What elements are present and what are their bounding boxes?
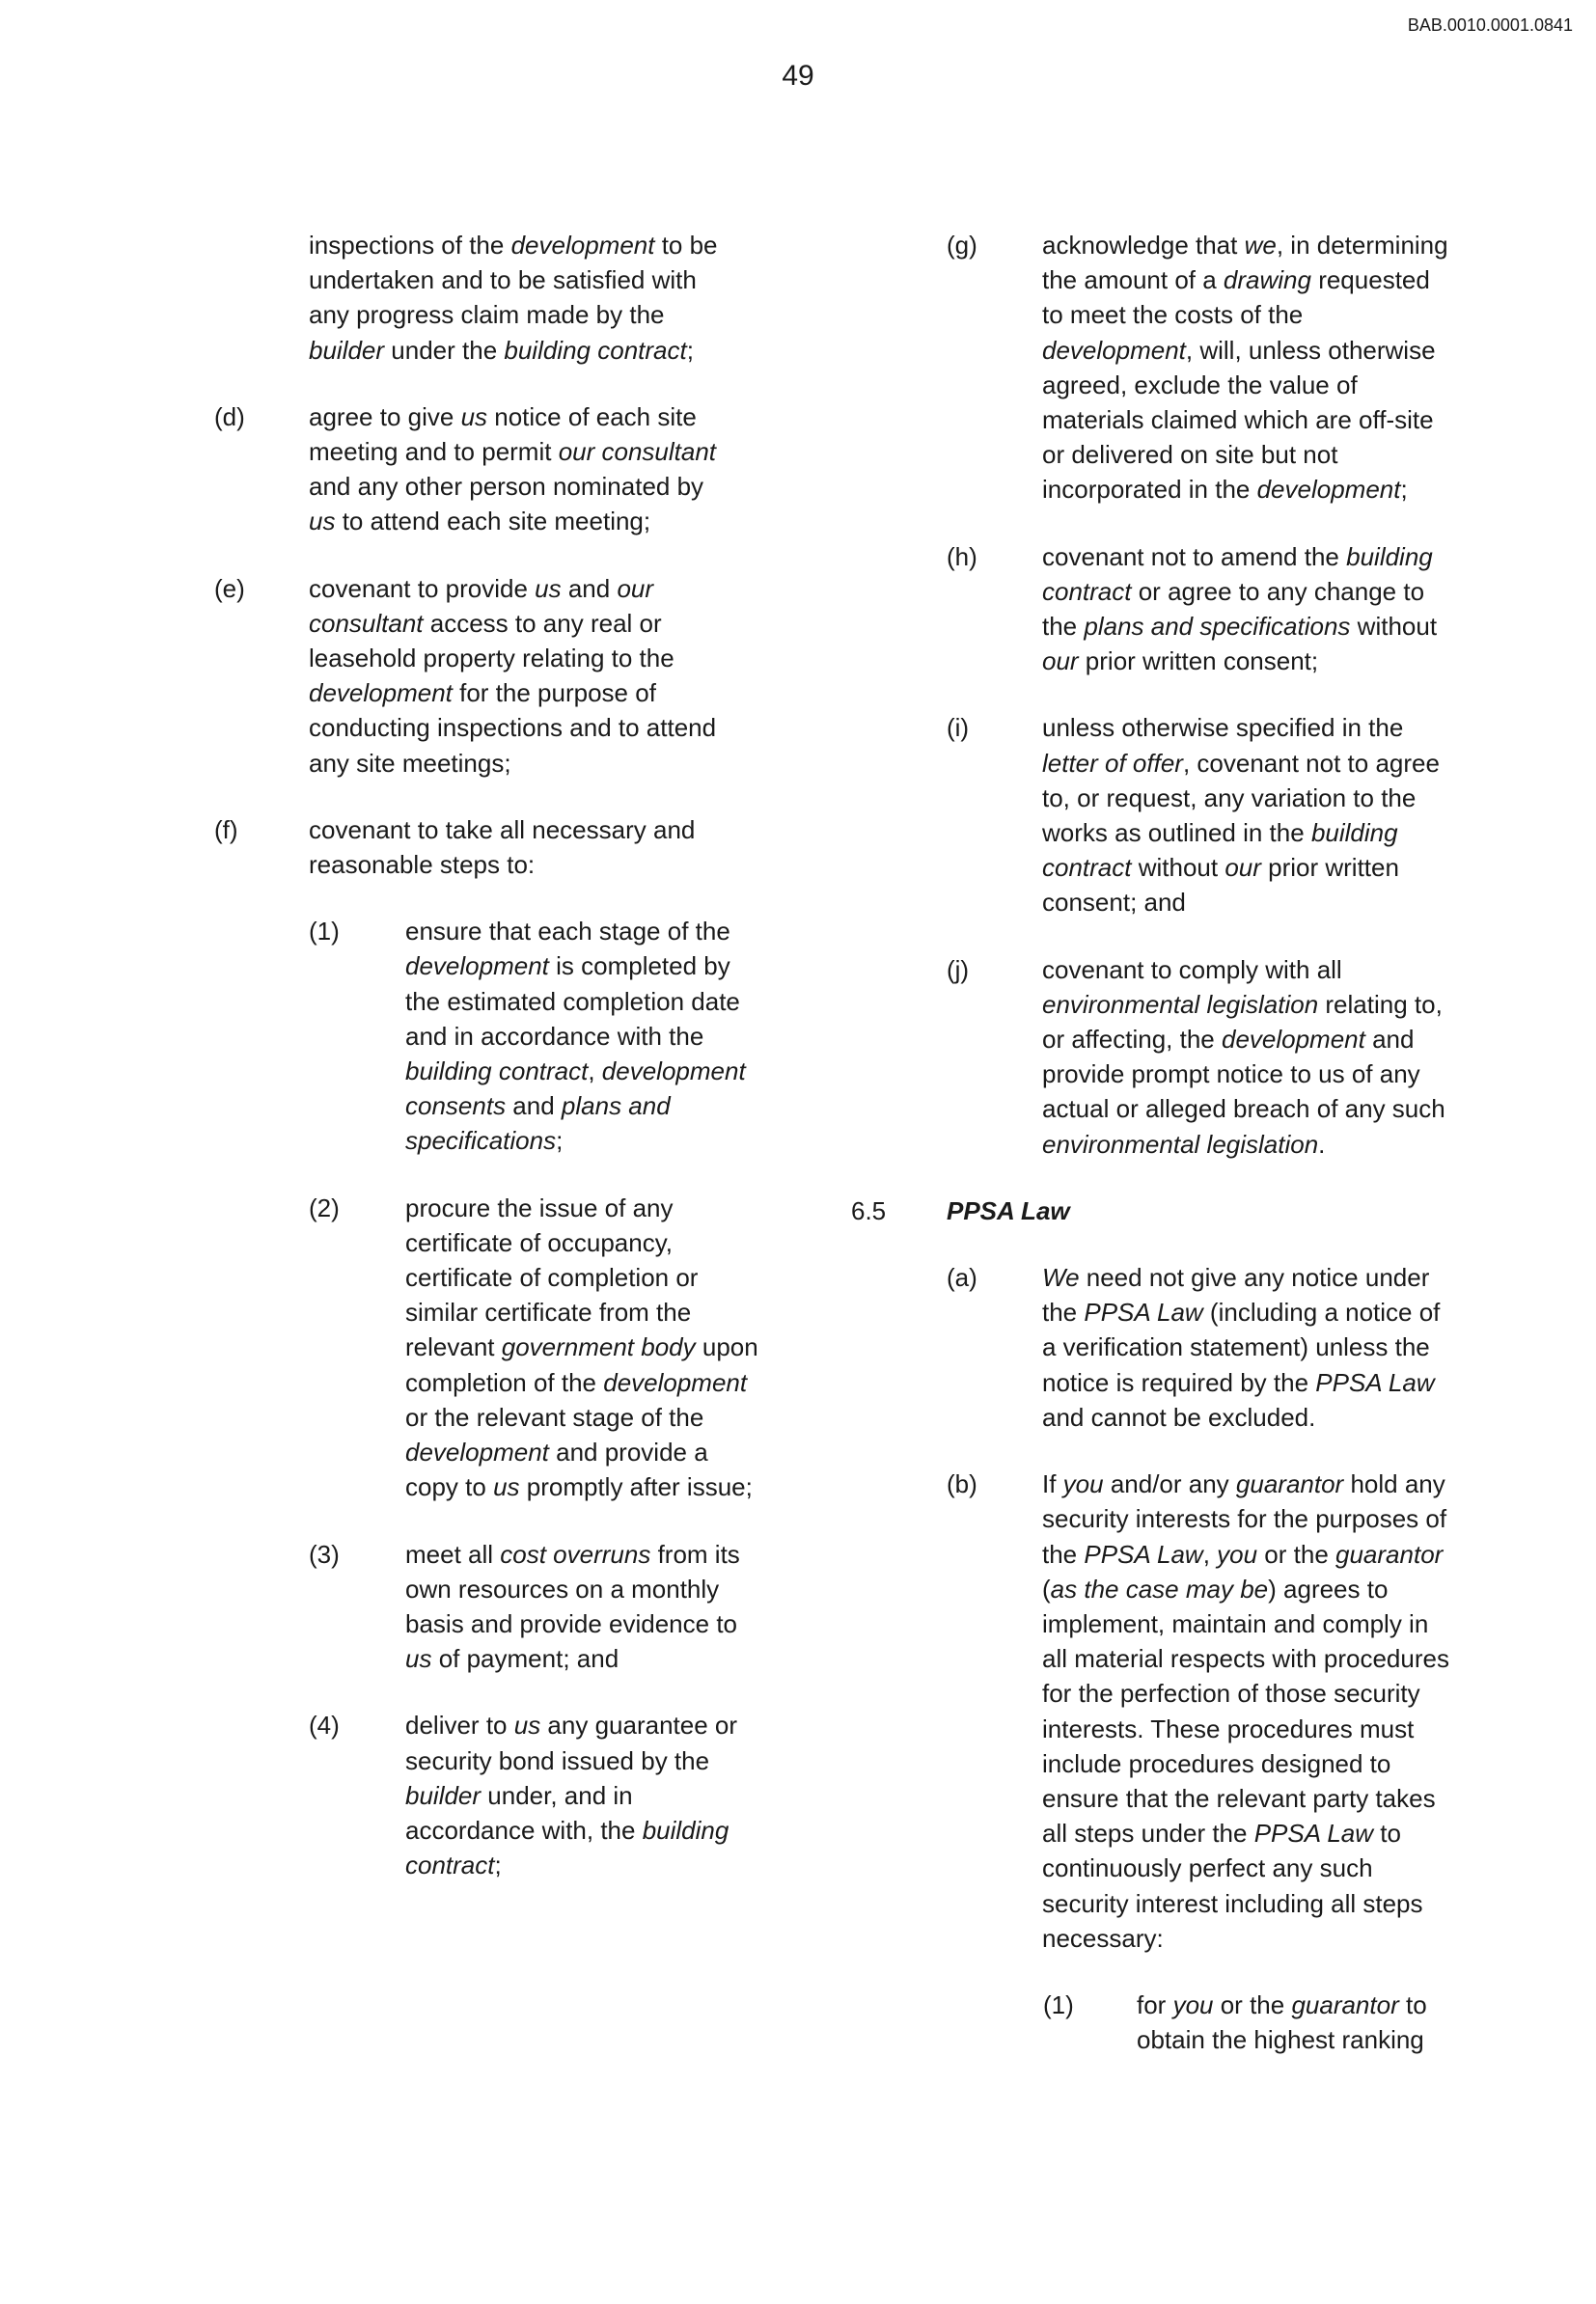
italic-term: environmental legislation — [1042, 989, 1319, 1019]
subclause-label: (3) — [309, 1539, 340, 1569]
text-run: for the purpose of conducting inspections and to attend any site meetings; — [309, 678, 717, 778]
text-run: ; — [1400, 475, 1408, 505]
italic-term: builder — [405, 1780, 482, 1810]
continuation-text — [309, 228, 733, 368]
text-run: any guarantee or security bond issued by the — [405, 1711, 738, 1775]
italic-term: us — [309, 507, 336, 536]
clause-b — [830, 1467, 1596, 1956]
text-run: , covenant not to agree to, or request, any variation to the works as outlined in the — [1042, 748, 1440, 848]
clause-j — [830, 952, 1596, 1162]
clause-d — [0, 399, 791, 539]
text-run: and — [561, 573, 618, 603]
text-run: and provide a copy to — [405, 1438, 708, 1502]
italic-term: We — [1042, 1263, 1080, 1293]
subclause-label: (4) — [309, 1711, 340, 1741]
subclause-text — [405, 1708, 762, 1882]
text-run: to attend each site meeting; — [335, 507, 651, 536]
text-run: ( — [1042, 1574, 1051, 1604]
left-column — [0, 228, 791, 1914]
clause-label: (b) — [947, 1469, 977, 1499]
subclause-text — [405, 914, 762, 1158]
italic-term: development — [405, 1438, 549, 1467]
clause-label: (e) — [214, 573, 245, 603]
clause-h — [830, 539, 1596, 679]
italic-term: building contract — [405, 1815, 729, 1880]
text-run: of payment; and — [431, 1644, 619, 1674]
italic-term: you — [1217, 1539, 1258, 1569]
text-run: or the relevant stage of the — [405, 1402, 704, 1432]
text-run: under the — [384, 335, 505, 365]
text-run: acknowledge that — [1042, 231, 1245, 260]
right-column — [830, 228, 1596, 2089]
italic-term: we — [1244, 231, 1277, 260]
text-run: or the — [1213, 1989, 1292, 2019]
text-run: ) agrees to implement, maintain and comply in all material respects with procedures for the perfection of those security interests. These procedures must include procedures designed to ensure that the relevant party takes all steps under the — [1042, 1574, 1449, 1849]
text-run: and/or any — [1103, 1469, 1236, 1499]
italic-term: development — [1256, 475, 1401, 505]
text-run: is completed by the estimated completion date and in accordance with the — [405, 951, 740, 1051]
italic-term: us — [405, 1644, 432, 1674]
text-run: unless otherwise specified in the — [1042, 713, 1404, 743]
clause-f — [0, 812, 791, 882]
italic-term: building contract — [1042, 541, 1433, 606]
subclause-4 — [0, 1708, 791, 1882]
continuation-paragraph — [0, 228, 791, 368]
text-run: from its own resources on a monthly basis and provide evidence to — [405, 1539, 740, 1638]
clause-text — [1042, 228, 1457, 507]
section-number: 6.5 — [851, 1195, 887, 1225]
clause-text — [1042, 1467, 1457, 1956]
subclause-label: (2) — [309, 1193, 340, 1222]
clause-text — [1042, 1260, 1457, 1435]
text-run: , — [588, 1056, 602, 1086]
italic-term: environmental legislation — [1042, 1129, 1319, 1159]
italic-term: letter of offer — [1042, 748, 1183, 778]
text-run: . — [1318, 1129, 1326, 1159]
italic-term: guarantor — [1335, 1539, 1444, 1569]
italic-term: guarantor — [1235, 1469, 1344, 1499]
italic-term: drawing — [1223, 265, 1311, 295]
italic-term: PPSA Law — [1084, 1298, 1203, 1328]
italic-term: us — [460, 401, 488, 431]
text-run: under, and in accordance with, the — [405, 1780, 643, 1845]
text-run: and any other person nominated by — [309, 472, 704, 502]
text-run: and — [506, 1091, 562, 1121]
italic-term: PPSA Law — [1315, 1367, 1435, 1397]
text-run: agree to give — [309, 401, 461, 431]
text-run: covenant to comply with all — [1042, 954, 1342, 984]
text-run: hold any security interests for the purposes of the — [1042, 1469, 1447, 1569]
italic-term: us — [535, 573, 562, 603]
subclause-2 — [0, 1191, 791, 1505]
text-run: inspections of the — [309, 231, 511, 260]
text-run: , will, unless otherwise agreed, exclude the value of materials claimed which are off-site or delivered on site but not incorporated in the — [1042, 335, 1436, 505]
document-id: BAB.0010.0001.0841 — [1407, 15, 1573, 35]
italic-term: development consents — [405, 1056, 746, 1121]
clause-label: (g) — [947, 231, 977, 260]
text-run: (including a notice of a verification statement) unless the notice is required by the — [1042, 1298, 1441, 1397]
subclause-label: (1) — [1043, 1989, 1074, 2019]
text-run: without — [1350, 612, 1438, 642]
text-run: or the — [1257, 1539, 1336, 1569]
subclause-1 — [0, 914, 791, 1158]
italic-term: our — [1225, 853, 1261, 883]
italic-term: development — [309, 678, 453, 708]
clause-label: (a) — [947, 1263, 977, 1293]
text-run: If — [1042, 1469, 1063, 1499]
clause-i — [830, 710, 1596, 919]
text-run: covenant to take all necessary and reasonable steps to: — [309, 814, 696, 880]
clause-label: (j) — [947, 954, 970, 984]
italic-term: guarantor — [1291, 1989, 1399, 2019]
subclause-3 — [0, 1537, 791, 1677]
text-run: need not give any notice under the — [1042, 1263, 1430, 1328]
text-run: meet all — [405, 1539, 501, 1569]
text-run: prior written consent; and — [1042, 853, 1399, 918]
text-run: relating to, or affecting, the — [1042, 989, 1443, 1055]
italic-term: cost overruns — [500, 1539, 651, 1569]
italic-term: development — [1042, 335, 1186, 365]
italic-term: building contract — [1042, 818, 1398, 883]
subclause-text — [1137, 1988, 1474, 2057]
clause-label: (h) — [947, 541, 977, 571]
italic-term: us — [493, 1472, 520, 1502]
italic-term: builder — [309, 335, 385, 365]
text-run: and provide prompt notice to us of any actual or alleged breach of any such — [1042, 1025, 1445, 1124]
text-run: ; — [556, 1126, 564, 1156]
text-run: upon completion of the — [405, 1332, 758, 1397]
italic-term: development — [1221, 1025, 1365, 1055]
text-run: or agree to any change to the — [1042, 576, 1425, 642]
text-run: , — [1202, 1539, 1218, 1569]
text-run: ; — [494, 1851, 502, 1880]
italic-term: plans and specifications — [405, 1091, 671, 1156]
text-run: ; — [686, 335, 694, 365]
italic-term: PPSA Law — [1084, 1539, 1203, 1569]
clause-e — [0, 571, 791, 781]
text-run: requested to meet the costs of the — [1042, 265, 1430, 330]
text-run: for — [1137, 1989, 1173, 2019]
italic-term: government body — [501, 1332, 696, 1362]
clause-text — [309, 571, 733, 781]
clause-text — [1042, 952, 1457, 1162]
text-run: ensure that each stage of the — [405, 917, 730, 946]
clause-text — [1042, 710, 1457, 919]
italic-term: development — [405, 951, 549, 981]
italic-term: development — [510, 231, 655, 260]
italic-term: our consultant — [558, 437, 717, 467]
text-run: without — [1131, 853, 1225, 883]
section-title: PPSA Law — [947, 1195, 1070, 1225]
italic-term: plans and specifications — [1084, 612, 1351, 642]
clause-label: (i) — [947, 713, 970, 743]
clause-label: (d) — [214, 401, 245, 431]
italic-term: us — [513, 1711, 541, 1741]
text-run: promptly after issue; — [519, 1472, 753, 1502]
italic-term: building contract — [504, 335, 687, 365]
text-run: covenant not to amend the — [1042, 541, 1347, 571]
text-run: to obtain the highest ranking — [1137, 1989, 1427, 2055]
clause-text — [1042, 539, 1457, 679]
text-run: and cannot be excluded. — [1042, 1402, 1316, 1432]
italic-term: as the case may be — [1050, 1574, 1269, 1604]
text-run: prior written consent; — [1078, 646, 1319, 676]
clause-text — [309, 399, 733, 539]
text-run: procure the issue of any certificate of occupancy, certificate of completion or similar certificate from the relevant — [405, 1193, 699, 1362]
italic-term: our consultant — [309, 573, 654, 638]
text-run: access to any real or leasehold property relating to the — [309, 608, 674, 673]
text-run: covenant to provide — [309, 573, 536, 603]
subclause-text — [405, 1537, 762, 1677]
italic-term: you — [1172, 1989, 1214, 2019]
italic-term: building contract — [405, 1056, 589, 1086]
subclause-1 — [830, 1988, 1596, 2057]
clause-text — [309, 812, 733, 882]
italic-term: our — [1042, 646, 1079, 676]
text-run: deliver to — [405, 1711, 514, 1741]
italic-term: you — [1062, 1469, 1104, 1499]
text-run: to continuously perfect any such security interest including all steps necessary: — [1042, 1819, 1423, 1953]
italic-term: development — [603, 1367, 748, 1397]
section-heading — [830, 1193, 1596, 1228]
subclause-text — [405, 1191, 762, 1505]
text-run: notice of each site meeting and to permit — [309, 401, 697, 467]
clause-g — [830, 228, 1596, 507]
italic-term: PPSA Law — [1253, 1819, 1374, 1849]
page-number: 49 — [782, 60, 814, 92]
text-run: , in determining the amount of a — [1042, 231, 1448, 295]
subclause-label: (1) — [309, 917, 340, 946]
clause-a — [830, 1260, 1596, 1435]
text-run: to be undertaken and to be satisfied with any progress claim made by the — [309, 231, 718, 330]
clause-label: (f) — [214, 814, 238, 844]
